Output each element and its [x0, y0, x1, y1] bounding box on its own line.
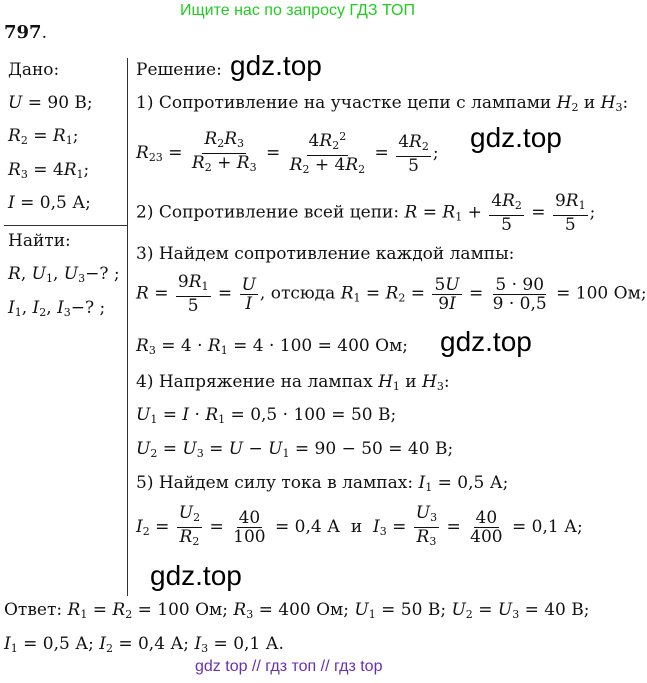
given-line-r2: $R_2 = R_1$;: [8, 126, 79, 147]
equation-r23: $R_{23}$ = $\frac{R_2R_3}{R_2 + R_3}$ = $\frac{4R_2^2}{R_2 + 4R_2}$ = $\frac{4R_2}{5}$ ;: [136, 129, 439, 176]
given-line-r3: $R_3 = 4R_1$;: [8, 160, 90, 181]
answer-line-2: $I_1 = 0,5$ А; $I_2 = 0,4$ А; $I_3 = 0,1$ А.: [4, 634, 284, 655]
find-line-2: $I_1$, $I_2$, $I_3-$? ;: [8, 298, 106, 319]
given-line-u: U = 90 В;: [8, 93, 93, 113]
equation-i: $I_2$ = $\frac{U_2}{R_2}$ = $\frac{40}{100}$ = 0,4 А и $I_3$ = $\frac{U_3}{R_3}$ = $\frac{40}{400}$ = 0,1 А;: [136, 503, 583, 548]
problem-number: 797.: [4, 22, 47, 43]
equation-r: R = $\frac{9R_1}{5}$ = $\frac{U}{I}$ , отсюда $R_1 = R_2$ = $\frac{5U}{9I}$ = $\frac{5 \cdot 90}{9 \cdot 0,5}$ = 100 Ом;: [136, 272, 647, 316]
footer-links: gdz top // гдз топ // гдз top: [195, 658, 383, 675]
watermark-4: gdz.top: [150, 560, 242, 591]
given-line-i: I = 0,5 А;: [8, 193, 91, 213]
find-line-1: R, $U_1$, $U_3-$? ;: [8, 264, 120, 285]
answer-line-1: Ответ: $R_1 = R_2 = 100$ Ом; $R_3 = 400$ Ом; $U_1 = 50$ В; $U_2 = U_3 = 40$ В;: [4, 600, 590, 621]
step-4: 4) Напряжение на лампах $H_1$ и $H_3$:: [136, 372, 450, 393]
step-2: 2) Сопротивление всей цепи: $R = R_1$ + $\frac{4R_2}{5}$ = $\frac{9R_1}{5}$ ;: [136, 191, 596, 235]
watermark-3: gdz.top: [440, 326, 532, 357]
problem-number-value: 797: [4, 22, 42, 43]
step-5: 5) Найдем силу тока в лампах: $I_1 = 0,5$ А;: [136, 473, 509, 494]
top-banner: Ищите нас по запросу ГДЗ ТОП: [180, 2, 415, 19]
step-3: 3) Найдем сопротивление каждой лампы:: [136, 244, 515, 264]
equation-u1: $U_1 = I \cdot R_1 = 0,5 \cdot 100 = 50$ В;: [136, 405, 397, 426]
column-divider: [127, 58, 128, 596]
given-title: Дано:: [8, 60, 60, 80]
given-divider: [4, 225, 127, 226]
solution-title: Решение:: [136, 60, 222, 80]
equation-r3: $R_3 = 4 \cdot R_1 = 4 \cdot 100 = 400$ Ом;: [136, 336, 409, 357]
step-1: 1) Сопротивление на участке цепи с лампами $H_2$ и $H_3$:: [136, 93, 629, 114]
watermark-2: gdz.top: [470, 122, 562, 153]
find-title: Найти:: [8, 231, 71, 251]
equation-u2: $U_2 = U_3 = U - U_1 = 90 - 50 = 40$ В;: [136, 439, 454, 460]
watermark-1: gdz.top: [230, 50, 322, 81]
